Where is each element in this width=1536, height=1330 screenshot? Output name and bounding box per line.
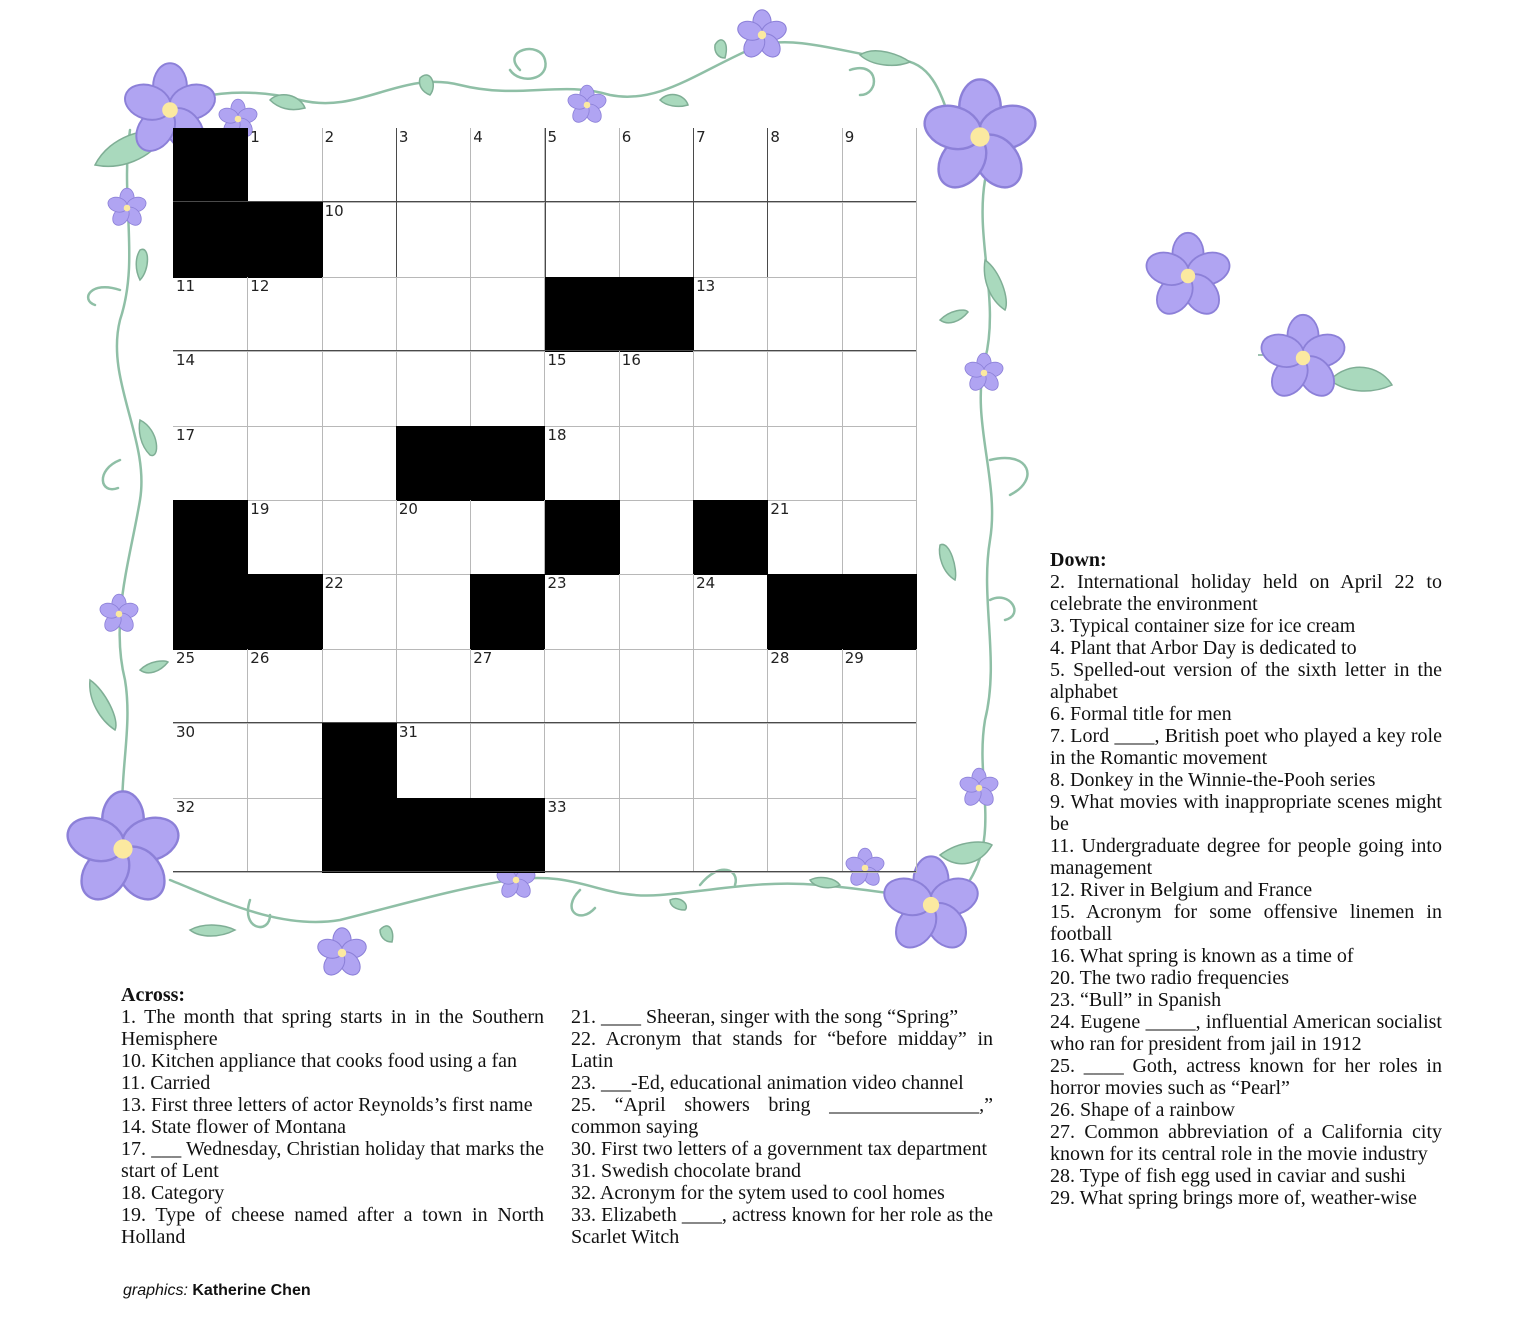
crossword-cell[interactable] — [693, 128, 768, 203]
clue-number: 27 — [473, 648, 493, 667]
crossword-cell[interactable] — [767, 723, 842, 798]
clue-number: 32 — [176, 797, 196, 816]
grid-rule — [173, 871, 916, 872]
crossword-cell[interactable] — [322, 351, 397, 426]
clue-number: 21 — [770, 500, 790, 518]
clue-text: 30. First two letters of a government tax department — [571, 1138, 988, 1160]
crossword-grid — [173, 128, 916, 872]
crossword-cell[interactable] — [545, 723, 620, 798]
clue-text: 22. Acronym that stands for “before midday” in Latin — [571, 1028, 993, 1072]
clue-number: 2 — [324, 128, 335, 146]
crossword-cell[interactable] — [396, 649, 471, 724]
crossword-cell[interactable] — [842, 426, 917, 501]
clue-text: 3. Typical container size for ice cream — [1050, 615, 1356, 637]
clue-text: 10. Kitchen appliance that cooks food using a fan — [121, 1050, 517, 1072]
crossword-cell[interactable] — [322, 649, 397, 724]
clue-number: 23 — [547, 574, 567, 593]
crossword-cell[interactable] — [693, 426, 768, 501]
crossword-block — [173, 128, 248, 203]
clue-text: 33. Elizabeth ____, actress known for her role as the Scarlet Witch — [571, 1204, 993, 1248]
clue-number: 4 — [473, 128, 483, 146]
crossword-cell[interactable] — [767, 202, 842, 277]
crossword-cell[interactable] — [842, 128, 917, 203]
crossword-cell[interactable] — [693, 202, 768, 277]
crossword-cell[interactable] — [619, 202, 694, 277]
crossword-cell[interactable] — [619, 649, 694, 724]
crossword-cell[interactable] — [693, 277, 768, 352]
clue-text: 20. The two radio frequencies — [1050, 967, 1289, 989]
crossword-cell[interactable] — [173, 351, 248, 426]
down-heading: Down: — [1050, 549, 1107, 571]
crossword-cell[interactable] — [842, 277, 917, 352]
grid-rule — [247, 128, 248, 277]
credit-name: Katherine Chen — [192, 1282, 311, 1299]
crossword-cell[interactable] — [247, 649, 322, 724]
clue-text: 25. ____ Goth, actress known for her roles in horror movies such as “Pearl” — [1050, 1055, 1442, 1099]
across-clues — [121, 984, 544, 1248]
crossword-cell[interactable] — [396, 500, 471, 575]
crossword-cell[interactable] — [247, 351, 322, 426]
crossword-cell[interactable] — [842, 500, 917, 575]
clue-number: 16 — [621, 351, 641, 370]
clue-number: 24 — [696, 574, 716, 593]
grid-rule — [173, 350, 916, 351]
crossword-cell[interactable] — [247, 128, 322, 203]
clue-number: 17 — [176, 425, 196, 444]
crossword-block — [842, 574, 917, 649]
down-clues — [1050, 549, 1442, 1209]
crossword-cell[interactable] — [693, 351, 768, 426]
crossword-cell[interactable] — [247, 500, 322, 575]
crossword-cell[interactable] — [173, 798, 248, 873]
clue-number: 18 — [547, 425, 567, 444]
clue-number: 8 — [770, 128, 780, 146]
crossword-block — [322, 798, 397, 873]
crossword-cell[interactable] — [842, 202, 917, 277]
clue-number: 10 — [324, 202, 344, 221]
clue-text: 11. Carried — [121, 1072, 211, 1094]
clue-text: 16. What spring is known as a time of — [1050, 945, 1354, 967]
crossword-cell[interactable] — [767, 351, 842, 426]
clue-text: 1. The month that spring starts in in the Southern Hemisphere — [121, 1006, 544, 1050]
clue-text: 28. Type of fish egg used in caviar and sushi — [1050, 1165, 1406, 1187]
clue-text: 8. Donkey in the Winnie-the-Pooh series — [1050, 769, 1376, 791]
crossword-cell[interactable] — [619, 723, 694, 798]
graphics-credit — [123, 1282, 311, 1300]
crossword-block — [247, 574, 322, 649]
crossword-cell[interactable] — [396, 351, 471, 426]
crossword-block — [470, 574, 545, 649]
clue-number: 30 — [176, 723, 196, 742]
crossword-cell[interactable] — [470, 351, 545, 426]
crossword-cell[interactable] — [545, 649, 620, 724]
crossword-cell[interactable] — [322, 202, 397, 277]
clue-text: 32. Acronym for the sytem used to cool homes — [571, 1182, 945, 1204]
crossword-cell[interactable] — [322, 500, 397, 575]
crossword-cell[interactable] — [619, 128, 694, 203]
credit-label: graphics: — [123, 1282, 188, 1299]
crossword-cell[interactable] — [767, 798, 842, 873]
crossword-cell[interactable] — [767, 128, 842, 203]
crossword-cell[interactable] — [545, 202, 620, 277]
clue-text: 2. International holiday held on April 22 to celebrate the environment — [1050, 571, 1442, 615]
crossword-cell[interactable] — [767, 649, 842, 724]
grid-rule — [396, 128, 397, 277]
grid-rule — [545, 128, 546, 277]
crossword-cell[interactable] — [619, 798, 694, 873]
crossword-cell[interactable] — [470, 128, 545, 203]
grid-rule — [842, 128, 843, 277]
crossword-cell[interactable] — [545, 128, 620, 203]
crossword-cell[interactable] — [470, 723, 545, 798]
clue-text: 24. Eugene _____, influential American socialist who ran for president from jail in 1912 — [1050, 1011, 1442, 1055]
crossword-cell[interactable] — [173, 426, 248, 501]
crossword-cell[interactable] — [322, 426, 397, 501]
clue-number: 3 — [398, 128, 409, 146]
clue-number: 28 — [770, 648, 790, 667]
crossword-cell[interactable] — [693, 649, 768, 724]
crossword-block — [767, 574, 842, 649]
crossword-cell[interactable] — [396, 574, 471, 649]
across-heading: Across: — [121, 984, 186, 1006]
crossword-cell[interactable] — [322, 128, 397, 203]
crossword-cell[interactable] — [396, 723, 471, 798]
crossword-cell[interactable] — [396, 202, 471, 277]
crossword-block — [470, 798, 545, 873]
grid-rule — [173, 722, 916, 723]
crossword-block — [545, 500, 620, 575]
crossword-block — [693, 500, 768, 575]
crossword-cell[interactable] — [173, 277, 248, 352]
grid-rule — [693, 128, 694, 277]
crossword-cell[interactable] — [247, 426, 322, 501]
crossword-cell[interactable] — [842, 723, 917, 798]
crossword-cell[interactable] — [470, 202, 545, 277]
crossword-cell[interactable] — [842, 351, 917, 426]
crossword-block — [396, 426, 471, 501]
clue-text: 25. “April showers bring _______________,” common saying — [571, 1094, 993, 1138]
clue-number: 26 — [250, 648, 270, 667]
crossword-block — [173, 574, 248, 649]
crossword-block — [173, 500, 248, 575]
crossword-block — [173, 202, 248, 277]
clue-text: 5. Spelled-out version of the sixth letter in the alphabet — [1050, 659, 1442, 703]
crossword-cell[interactable] — [470, 277, 545, 352]
crossword-cell[interactable] — [470, 500, 545, 575]
clue-number: 33 — [547, 797, 567, 816]
clue-number: 22 — [324, 574, 344, 593]
crossword-cell[interactable] — [619, 574, 694, 649]
clue-text: 23. ___-Ed, educational animation video channel — [571, 1072, 964, 1094]
clue-text: 14. State flower of Montana — [121, 1116, 346, 1138]
crossword-cell[interactable] — [545, 574, 620, 649]
crossword-cell[interactable] — [619, 500, 694, 575]
crossword-cell[interactable] — [173, 723, 248, 798]
crossword-cell[interactable] — [545, 351, 620, 426]
clue-number: 6 — [621, 128, 632, 146]
clue-text: 19. Type of cheese named after a town in North Holland — [121, 1204, 544, 1248]
crossword-cell[interactable] — [247, 798, 322, 873]
clue-text: 18. Category — [121, 1182, 225, 1204]
clue-number: 13 — [696, 276, 716, 295]
crossword-cell[interactable] — [693, 798, 768, 873]
grid-rule — [619, 128, 620, 277]
clue-number: 15 — [547, 351, 567, 370]
clue-text: 13. First three letters of actor Reynolds’s first name — [121, 1094, 533, 1116]
clue-text: 12. River in Belgium and France — [1050, 879, 1313, 901]
crossword-cell[interactable] — [619, 426, 694, 501]
clue-text: 7. Lord ____, British poet who played a key role in the Romantic movement — [1050, 725, 1442, 769]
crossword-cell[interactable] — [396, 277, 471, 352]
crossword-cell[interactable] — [767, 426, 842, 501]
clue-number: 29 — [844, 648, 864, 667]
clue-number: 9 — [844, 128, 855, 146]
crossword-block — [545, 277, 620, 352]
clue-text: 17. ___ Wednesday, Christian holiday that marks the start of Lent — [121, 1138, 544, 1182]
clue-text: 31. Swedish chocolate brand — [571, 1160, 801, 1182]
crossword-cell[interactable] — [545, 798, 620, 873]
clue-number: 1 — [250, 128, 260, 146]
clue-text: 27. Common abbreviation of a California city known for its central role in the movie industry — [1050, 1121, 1442, 1165]
clue-text: 26. Shape of a rainbow — [1050, 1099, 1235, 1121]
crossword-cell[interactable] — [619, 351, 694, 426]
crossword-cell[interactable] — [767, 277, 842, 352]
clue-number: 14 — [176, 351, 196, 370]
clue-text: 4. Plant that Arbor Day is dedicated to — [1050, 637, 1357, 659]
clue-number: 11 — [176, 276, 196, 295]
crossword-block — [247, 202, 322, 277]
crossword-cell[interactable] — [173, 649, 248, 724]
crossword-cell[interactable] — [842, 798, 917, 873]
crossword-cell[interactable] — [322, 277, 397, 352]
clue-text: 15. Acronym for some offensive linemen in football — [1050, 901, 1442, 945]
crossword-cell[interactable] — [545, 426, 620, 501]
crossword-cell[interactable] — [247, 723, 322, 798]
crossword-block — [470, 426, 545, 501]
grid-rule — [470, 128, 471, 277]
clue-number: 5 — [547, 128, 558, 146]
clue-number: 25 — [176, 648, 196, 667]
clue-text: 23. “Bull” in Spanish — [1050, 989, 1222, 1011]
grid-rule — [173, 201, 916, 202]
grid-rule — [322, 128, 323, 277]
clue-text: 21. ____ Sheeran, singer with the song “Spring” — [571, 1006, 959, 1028]
across-clues-continued — [571, 1006, 993, 1248]
clue-text: 9. What movies with inappropriate scenes might be — [1050, 791, 1442, 835]
clue-number: 19 — [250, 500, 270, 518]
crossword-block — [322, 723, 397, 798]
clue-number: 31 — [398, 723, 418, 742]
crossword-block — [396, 798, 471, 873]
clue-text: 6. Formal title for men — [1050, 703, 1232, 725]
crossword-cell[interactable] — [693, 574, 768, 649]
clue-text: 29. What spring brings more of, weather-wise — [1050, 1187, 1417, 1209]
clue-number: 12 — [250, 276, 270, 295]
crossword-cell[interactable] — [322, 574, 397, 649]
crossword-block — [619, 277, 694, 352]
crossword-cell[interactable] — [470, 649, 545, 724]
clue-number: 7 — [696, 128, 706, 146]
clue-text: 11. Undergraduate degree for people going into management — [1050, 835, 1442, 879]
crossword-cell[interactable] — [396, 128, 471, 203]
crossword-cell[interactable] — [247, 277, 322, 352]
crossword-cell[interactable] — [842, 649, 917, 724]
clue-number: 20 — [398, 500, 418, 518]
crossword-cell[interactable] — [693, 723, 768, 798]
crossword-cell[interactable] — [767, 500, 842, 575]
grid-rule — [767, 128, 768, 277]
